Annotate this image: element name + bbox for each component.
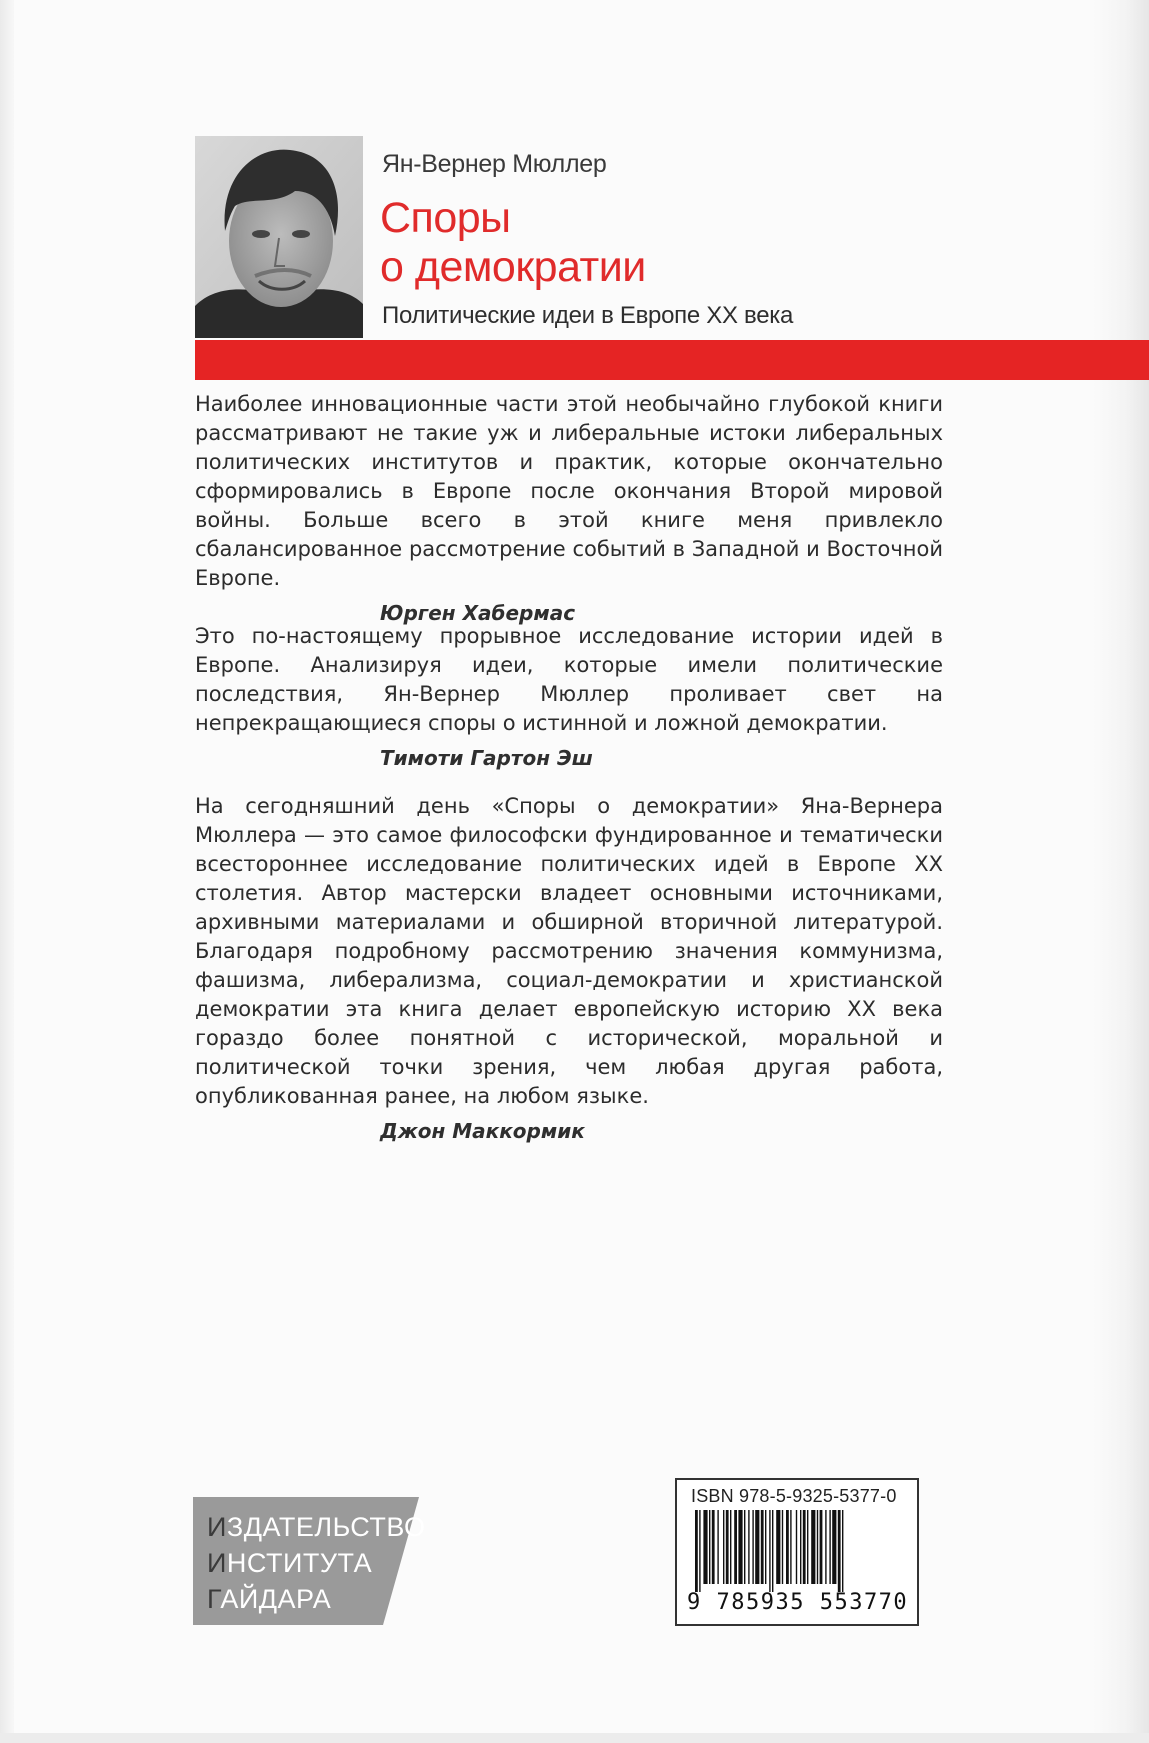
publisher-logo	[193, 1497, 426, 1625]
isbn-barcode	[675, 1478, 919, 1626]
barcode-bar	[790, 1510, 791, 1584]
author-photo	[195, 136, 363, 338]
book-subtitle: Политические идеи в Европе XX века	[382, 302, 794, 329]
publisher-line-2: ИНСТИТУТА	[207, 1548, 373, 1578]
publisher-name	[207, 1509, 425, 1617]
barcode-bar	[738, 1510, 742, 1584]
barcode-bar	[730, 1510, 731, 1584]
barcode-bar	[703, 1510, 707, 1584]
review-quote-2	[195, 622, 943, 773]
review-quote-author: Юрген Хабермас	[380, 601, 576, 625]
review-quote-text: Это по-настоящему прорывное исследование истории идей в Европе. Анализируя идеи, которые имели политические последствия, Ян-Вернер Мюллер проливает свет на непрекращающиеся споры о истинной и ложной демократии.	[195, 624, 943, 735]
review-quote-1	[195, 390, 943, 628]
barcode-bar	[723, 1510, 724, 1584]
barcode-bar	[761, 1510, 764, 1584]
barcode-bar	[817, 1510, 818, 1584]
barcode-bar	[695, 1510, 698, 1592]
cover-left-edge	[0, 0, 14, 1743]
barcode-bar	[755, 1510, 759, 1584]
review-quote-text: Наиболее инновационные части этой необычайно глубокой книги рассматривают не такие уж и либеральные истоки либеральных политических институтов и практик, которые окончательно сформировались в Европе после окончания Второй мировой войны. Больше всего в этой книге меня привлекло сбалансированное рассмотрение событий в Западной и Восточной Европе.	[195, 392, 943, 590]
publisher-line-1: ИЗДАТЕЛЬСТВО	[207, 1512, 426, 1542]
review-quote-author: Джон Маккормик	[380, 1119, 585, 1143]
book-title	[380, 194, 646, 292]
barcode-bar	[709, 1510, 710, 1584]
review-quote-3	[195, 792, 943, 1146]
barcode-bar	[829, 1510, 830, 1584]
isbn-label: ISBN 978-5-9325-5377-0	[691, 1486, 897, 1506]
barcode-digits: 9 785935 553770	[687, 1590, 909, 1615]
barcode-bar	[744, 1510, 745, 1584]
author-portrait-image	[195, 136, 363, 338]
barcode-icon	[695, 1510, 899, 1592]
cover-spine-edge	[1093, 0, 1149, 1743]
red-accent-band	[195, 340, 1149, 380]
barcode-bar	[772, 1510, 773, 1592]
barcode-bar	[782, 1510, 783, 1584]
review-quote-author: Тимоти Гартон Эш	[380, 746, 593, 770]
barcode-bar	[838, 1510, 841, 1592]
barcode-bar	[800, 1510, 801, 1584]
barcode-bar	[765, 1510, 766, 1584]
publisher-line-3: ГАЙДАРА	[207, 1584, 332, 1614]
book-title-line-2: о демократии	[380, 243, 646, 291]
author-name: Ян-Вернер Мюллер	[382, 150, 607, 178]
barcode-bar	[825, 1510, 826, 1584]
barcode-bar	[776, 1510, 780, 1584]
barcode-bar	[769, 1510, 770, 1592]
barcode-bar	[752, 1510, 753, 1584]
barcode-bar	[717, 1510, 718, 1584]
barcode-bar	[832, 1510, 836, 1584]
barcode-bar	[807, 1510, 808, 1584]
barcode-bar	[734, 1510, 737, 1584]
barcode-bar	[699, 1510, 700, 1592]
barcode-bar	[842, 1510, 843, 1592]
barcode-bar	[796, 1510, 797, 1584]
barcode-bar	[712, 1510, 715, 1584]
barcode-bar	[820, 1510, 823, 1584]
barcode-bar	[811, 1510, 815, 1584]
barcode-bar	[803, 1510, 806, 1584]
review-quote-text: На сегодняшний день «Споры о демократии» Яна-Вернера Мюллера — это самое философски фундированное и тематически всестороннее исследование политических идей в Европе XX столетия. Автор мастерски владеет основными источниками, архивными материалами и обширной вторичной литературой. Благодаря подробному рассмотрению значения коммунизма, фашизма, либерализма, социал-демократии и христианской демократии эта книга делает европейскую историю XX века гораздо более понятной с исторической, моральной и политической точки зрения, чем любая другая работа, опубликованная ранее, на любом языке.	[195, 794, 943, 1108]
barcode-bar	[748, 1510, 749, 1584]
barcode-bar	[726, 1510, 729, 1584]
book-title-line-1: Споры	[380, 194, 511, 242]
cover-bottom-edge	[0, 1733, 1149, 1743]
barcode-bar	[786, 1510, 789, 1584]
